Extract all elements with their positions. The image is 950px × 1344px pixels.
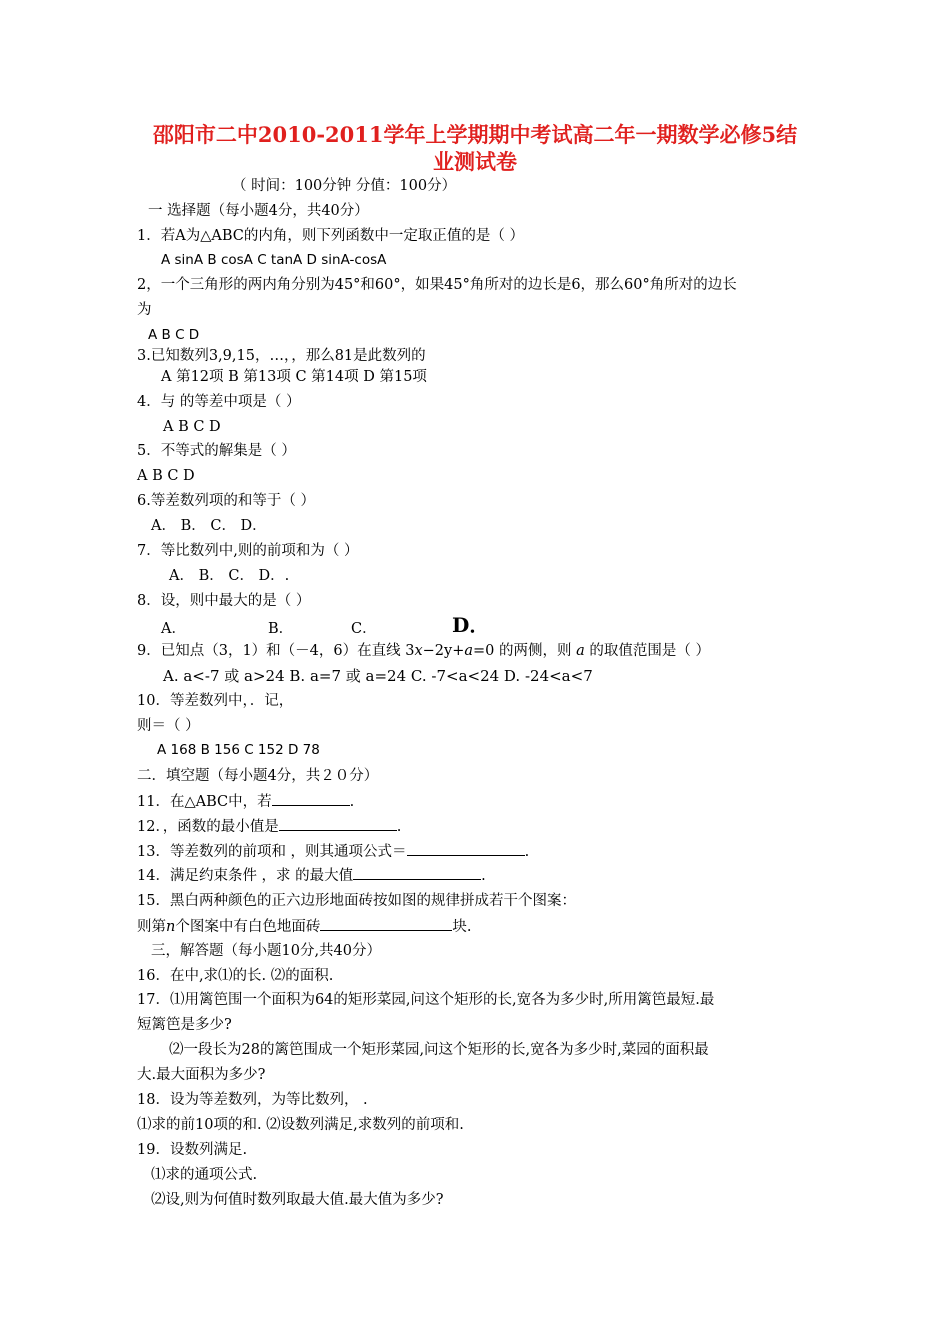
section-3-heading: 三，解答题（每小题10分,共40分） <box>151 943 382 959</box>
question-18-line1: 18．设为等差数列，为等比数列， . <box>137 1092 368 1108</box>
question-10-line1: 10．等差数列中，．记， <box>137 693 294 709</box>
question-5: 5．不等式的解集是（ ） <box>137 443 296 459</box>
question-1-options: A sinA B cosA C tanA D sinA-cosA <box>161 252 387 268</box>
question-10-options: A 168 B 156 C 152 D 78 <box>157 742 320 758</box>
q9-var-x: x <box>414 643 423 659</box>
q12-text: 12．，函数的最小值是 <box>137 819 279 835</box>
question-3: 3.已知数列3,9,15，…，，那么81是此数列的 <box>137 348 426 364</box>
question-17-line2: 短篱笆是多少? <box>137 1017 232 1033</box>
question-15-line1: 15．黑白两种颜色的正六边形地面砖按如图的规律拼成若干个图案： <box>137 893 576 909</box>
question-17-line1: 17．⑴用篱笆围一个面积为64的矩形菜园,问这个矩形的长,宽各为多少时,所用篱笆最短.最 <box>137 992 715 1008</box>
q15-text-1: 则第 <box>137 919 166 935</box>
question-19-line1: 19．设数列满足. <box>137 1142 248 1158</box>
question-15-line2 <box>137 916 471 937</box>
question-16: 16．在中,求⑴的长. ⑵的面积. <box>137 968 334 984</box>
question-8-option-a: A． <box>161 621 186 637</box>
question-19-line2: ⑴求的通项公式. <box>151 1167 258 1183</box>
question-19-line3: ⑵设,则为何值时数列取最大值.最大值为多少? <box>151 1192 444 1208</box>
question-6: 6.等差数列项的和等于（ ） <box>137 493 315 509</box>
question-3-options: A 第12项 B 第13项 C 第14项 D 第15项 <box>161 369 427 385</box>
q9-text-2: −2y+ <box>422 643 465 659</box>
question-11 <box>137 791 354 812</box>
question-1: 1．若A为△ABC的内角，则下列函数中一定取正值的是（ ） <box>137 228 524 244</box>
exam-info: （ 时间：100分钟 分值：100分） <box>232 178 457 194</box>
q14-text: 14．满足约束条件 ，求 的最大值 <box>137 868 354 884</box>
question-18-line2: ⑴求的前10项的和. ⑵设数列满足,求数列的前项和. <box>137 1117 464 1133</box>
question-10-line2: 则＝（ ） <box>137 718 200 734</box>
question-14 <box>137 865 486 886</box>
q12-answer-blank[interactable] <box>279 816 397 831</box>
q9-text-4: 的取值范围是（ ） <box>584 643 710 659</box>
question-7: 7．等比数列中,则的前项和为（ ） <box>137 543 359 559</box>
q14-period: . <box>481 868 486 884</box>
question-2-options: A B C D <box>148 327 200 343</box>
q9-var-a1: a <box>464 643 474 659</box>
doc-title-line1: 邵阳市二中2010-2011学年上学期期中考试高二年一期数学必修5结 <box>152 122 798 147</box>
question-12 <box>137 816 401 837</box>
q12-period: . <box>396 819 402 835</box>
question-8: 8．设，则中最大的是（ ） <box>137 593 311 609</box>
q13-period: . <box>524 844 530 860</box>
q13-answer-blank[interactable] <box>407 841 525 856</box>
question-7-options: A． B． C． D．. <box>169 568 290 584</box>
question-9 <box>137 641 710 661</box>
q11-answer-blank[interactable] <box>272 791 350 806</box>
q13-text: 13．等差数列的前项和 ，则其通项公式＝ <box>137 844 407 860</box>
q15-text-3: 块. <box>452 919 472 935</box>
q15-var-n: n <box>166 919 176 935</box>
question-5-options: A B C D <box>137 468 195 484</box>
question-17-line4: 大.最大面积为多少? <box>137 1067 266 1083</box>
question-9-options: A. a<-7 或 a>24 B. a=7 或 a=24 C. -7<a<24 D. -24<a<7 <box>163 667 593 685</box>
q9-var-a2: a <box>576 643 585 659</box>
q11-text: 11．在△ABC中，若 <box>137 794 272 810</box>
question-8-option-b: B． <box>268 621 294 637</box>
question-8-option-c: C． <box>351 621 377 637</box>
question-2-line2: 为 <box>137 302 152 318</box>
q9-text-3: =0 的两侧，则 <box>473 643 577 659</box>
section-1-heading: 一 选择题（每小题4分，共40分） <box>148 203 369 219</box>
question-17-line3: ⑵一段长为28的篱笆围成一个矩形菜园,问这个矩形的长,宽各为多少时,菜园的面积最 <box>169 1042 709 1058</box>
question-13 <box>137 841 529 862</box>
q14-answer-blank[interactable] <box>353 865 481 880</box>
doc-title-line2: 业测试卷 <box>433 149 517 174</box>
q15-answer-blank[interactable] <box>320 916 452 931</box>
q15-text-2: 个图案中有白色地面砖 <box>175 919 321 935</box>
section-2-heading: 二．填空题（每小题4分，共２０分） <box>137 768 379 784</box>
q11-period: . <box>349 794 355 810</box>
q9-text-1: 9．已知点（3，1）和（－4，6）在直线 3 <box>137 643 415 659</box>
question-6-options: A． B． C． D． <box>151 518 267 534</box>
question-4-options: A B C D <box>163 419 221 435</box>
question-8-option-d: D． <box>452 613 490 637</box>
question-4: 4．与 的等差中项是（ ） <box>137 394 301 410</box>
question-2-line1: 2，一个三角形的两内角分别为45°和60°，如果45°角所对的边长是6，那么60°角所对的边长 <box>137 277 737 293</box>
